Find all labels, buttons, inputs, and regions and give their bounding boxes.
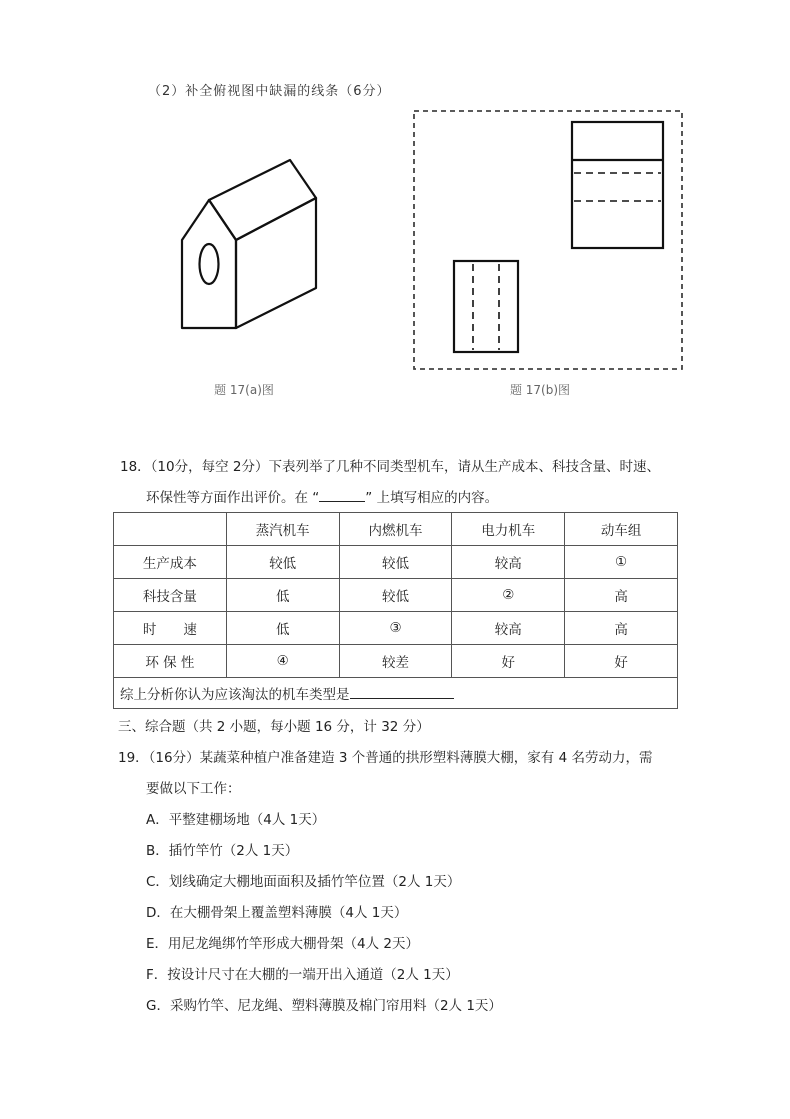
locomotive-evaluation-table (113, 512, 678, 709)
figure-17b-views (414, 111, 682, 369)
q18-prompt-line1: 18．（10分，每空 2分）下表列举了几种不同类型机车，请从生产成本、科技含量、时速、 (120, 459, 660, 475)
top-right-view (572, 122, 663, 248)
figure-17 (0, 0, 790, 420)
figure-17a-caption: 题 17(a)图 (214, 383, 274, 397)
bottom-left-view (454, 261, 518, 352)
summary-text: 综上分析你认为应该淘汰的机车类型是 (120, 687, 350, 703)
task-item-c: C．划线确定大棚地面面积及插竹竿位置（2人 1天） (146, 874, 461, 890)
table-row: 时 速 低 ③ 较高 高 (114, 612, 678, 645)
blank-example (319, 501, 365, 502)
answer-blank[interactable] (350, 684, 454, 699)
q19-prompt-line1: 19．（16分）某蔬菜种植户准备建造 3 个普通的拱形塑料薄膜大棚，家有 4 名劳动力，需 (118, 750, 653, 766)
table-row: 生产成本 较低 较低 较高 ① (114, 546, 678, 579)
task-item-a: A．平整建棚场地（4人 1天） (146, 812, 326, 828)
task-item-d: D．在大棚骨架上覆盖塑料薄膜（4人 1天） (146, 905, 408, 921)
house-round-window (200, 244, 219, 284)
task-item-g: G．采购竹竿、尼龙绳、塑料薄膜及棉门帘用料（2人 1天） (146, 998, 502, 1014)
house-front-face (182, 200, 236, 328)
figure-17a-house (182, 160, 316, 328)
table-row: 科技含量 低 较低 ② 高 (114, 579, 678, 612)
task-item-b: B．插竹竿竹（2人 1天） (146, 843, 299, 859)
q18-prompt-line2: 环保性等方面作出评价。在 “ ” 上填写相应的内容。 (146, 490, 499, 506)
table-summary-row (114, 678, 678, 709)
task-item-f: F．按设计尺寸在大棚的一端开出入通道（2人 1天） (146, 967, 459, 983)
q19-prompt-line2: 要做以下工作： (146, 781, 241, 797)
table-row: 环 保 性 ④ 较差 好 好 (114, 645, 678, 678)
task-item-e: E．用尼龙绳绑竹竿形成大棚骨架（4人 2天） (146, 936, 419, 952)
house-side-face (236, 198, 316, 328)
cropped-question-line: （2）补全俯视图中缺漏的线条（6分） (148, 84, 391, 99)
house-roof (209, 160, 316, 240)
table-header-row: 蒸汽机车 内燃机车 电力机车 动车组 (114, 513, 678, 546)
figure-17b-caption: 题 17(b)图 (509, 383, 571, 397)
section-3-heading: 三、综合题（共 2 小题，每小题 16 分，计 32 分） (118, 719, 430, 735)
